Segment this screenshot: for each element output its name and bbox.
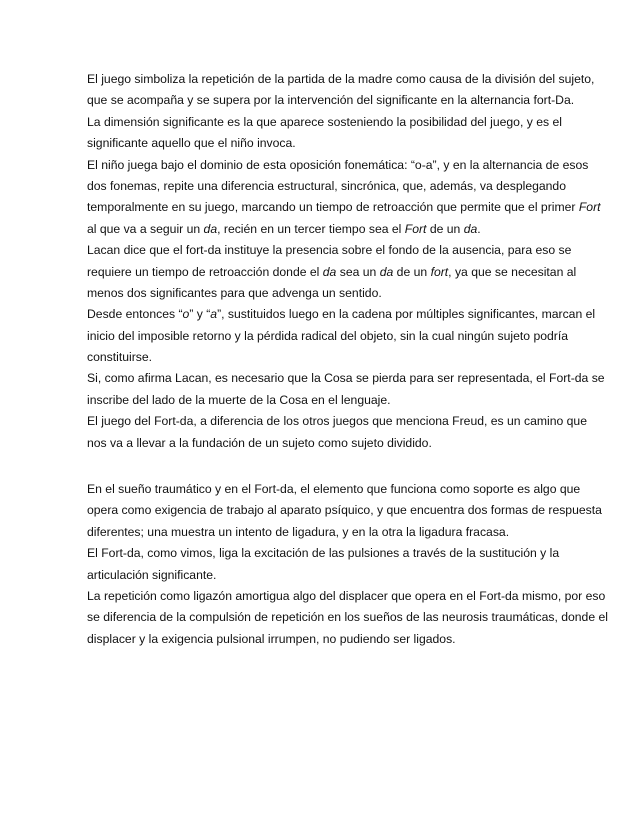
text-segment: El Fort-da, como vimos, liga la excitación de las pulsiones a través de la sustitución y la bbox=[87, 546, 560, 561]
text-line bbox=[87, 240, 627, 261]
text-line bbox=[87, 304, 627, 325]
text-line bbox=[87, 262, 627, 283]
text-line bbox=[87, 543, 627, 564]
text-line bbox=[87, 69, 627, 90]
text-line bbox=[87, 500, 627, 521]
text-segment: En el sueño traumático y en el Fort-da, el elemento que funciona como soporte es algo que bbox=[87, 482, 581, 496]
italic-text: da bbox=[203, 221, 218, 236]
text-segment: Si, como afirma Lacan, es necesario que la Cosa se pierda para ser representada, el Fort-da se bbox=[87, 371, 605, 386]
text-segment: significante aquello que el niño invoca. bbox=[87, 136, 296, 151]
text-segment: La dimensión significante es la que aparece sosteniendo la posibilidad del juego, y es el bbox=[87, 114, 562, 129]
text-line bbox=[87, 565, 627, 586]
text-segment: diferentes; una muestra un intento de ligadura, y en la otra la ligadura fracasa. bbox=[87, 524, 510, 539]
italic-text: da bbox=[322, 264, 337, 279]
text-line bbox=[87, 586, 627, 607]
text-segment: El juego simboliza la repetición de la partida de la madre como causa de la división del sujeto, bbox=[87, 72, 595, 86]
text-line bbox=[87, 326, 627, 347]
italic-text: Fort bbox=[404, 221, 427, 236]
text-line bbox=[87, 479, 627, 500]
text-segment: ” y “ bbox=[189, 307, 211, 322]
text-line bbox=[87, 219, 627, 240]
text-segment: se diferencia de la compulsión de repetición en los sueños de las neurosis traumáticas, donde el bbox=[87, 610, 608, 625]
text-segment: de un bbox=[426, 221, 464, 236]
text-line bbox=[87, 411, 627, 432]
text-segment: al que va a seguir un bbox=[87, 221, 204, 236]
text-segment: menos dos significantes para que advenga un sentido. bbox=[87, 285, 382, 300]
text-line bbox=[87, 90, 627, 111]
text-segment: opera como exigencia de trabajo al aparato psíquico, y que encuentra dos formas de respuesta bbox=[87, 503, 602, 518]
text-segment: ”, sustituidos luego en la cadena por múltiples significantes, marcan el bbox=[217, 307, 596, 322]
text-segment: dos fonemas, repite una diferencia estructural, sincrónica, que, además, va desplegando bbox=[87, 178, 566, 193]
text-segment: nos va a llevar a la fundación de un sujeto como sujeto dividido. bbox=[87, 435, 432, 450]
text-segment: displacer y la exigencia pulsional irrumpen, no pudiendo ser ligados. bbox=[87, 631, 456, 646]
text-segment: Desde entonces “ bbox=[87, 307, 183, 322]
text-line bbox=[87, 522, 627, 543]
text-line bbox=[87, 390, 627, 411]
text-segment: inicio del imposible retorno y la pérdida radical del objeto, sin la cual ningún sujeto podría bbox=[87, 328, 569, 343]
text-segment: El niño juega bajo el dominio de esta oposición fonemática: “o-a”, y en la alternancia de esos bbox=[87, 157, 589, 172]
text-segment: articulación significante. bbox=[87, 567, 217, 582]
text-line bbox=[87, 176, 627, 197]
text-line bbox=[87, 197, 627, 218]
italic-text: Fort bbox=[578, 200, 601, 215]
text-line bbox=[87, 133, 627, 154]
text-line bbox=[87, 607, 627, 628]
italic-text: da bbox=[379, 264, 394, 279]
italic-text: fort bbox=[430, 264, 449, 279]
text-segment: inscribe del lado de la muerte de la Cosa en el lenguaje. bbox=[87, 392, 391, 407]
text-line bbox=[87, 347, 627, 368]
text-line bbox=[87, 112, 627, 133]
text-block-2 bbox=[87, 479, 627, 650]
text-segment: que se acompaña y se supera por la intervención del significante en la alternancia fort-Da. bbox=[87, 93, 575, 108]
text-segment: , ya que se necesitan al bbox=[448, 264, 577, 279]
italic-text: o bbox=[182, 307, 190, 322]
text-line bbox=[87, 433, 627, 454]
text-segment: La repetición como ligazón amortigua algo del displacer que opera en el Fort-da mismo, por eso bbox=[87, 588, 606, 603]
text-segment: El juego del Fort-da, a diferencia de los otros juegos que menciona Freud, es un camino que bbox=[87, 414, 587, 429]
text-segment: constituirse. bbox=[87, 350, 153, 365]
text-segment: requiere un tiempo de retroacción donde el bbox=[87, 264, 323, 279]
italic-text: a bbox=[210, 307, 218, 322]
italic-text: da bbox=[463, 221, 478, 236]
text-line bbox=[87, 368, 627, 389]
text-line bbox=[87, 629, 627, 650]
text-segment: Lacan dice que el fort-da instituye la presencia sobre el fondo de la ausencia, para eso se bbox=[87, 243, 572, 258]
text-line bbox=[87, 283, 627, 304]
text-line bbox=[87, 155, 627, 176]
text-segment: , recién en un tercer tiempo sea el bbox=[217, 221, 405, 236]
text-block-1 bbox=[87, 69, 627, 454]
text-segment: sea un bbox=[336, 264, 380, 279]
text-segment: temporalmente en su juego, marcando un tiempo de retroacción que permite que el primer bbox=[87, 200, 579, 215]
text-segment: . bbox=[477, 221, 481, 236]
text-segment: de un bbox=[393, 264, 431, 279]
